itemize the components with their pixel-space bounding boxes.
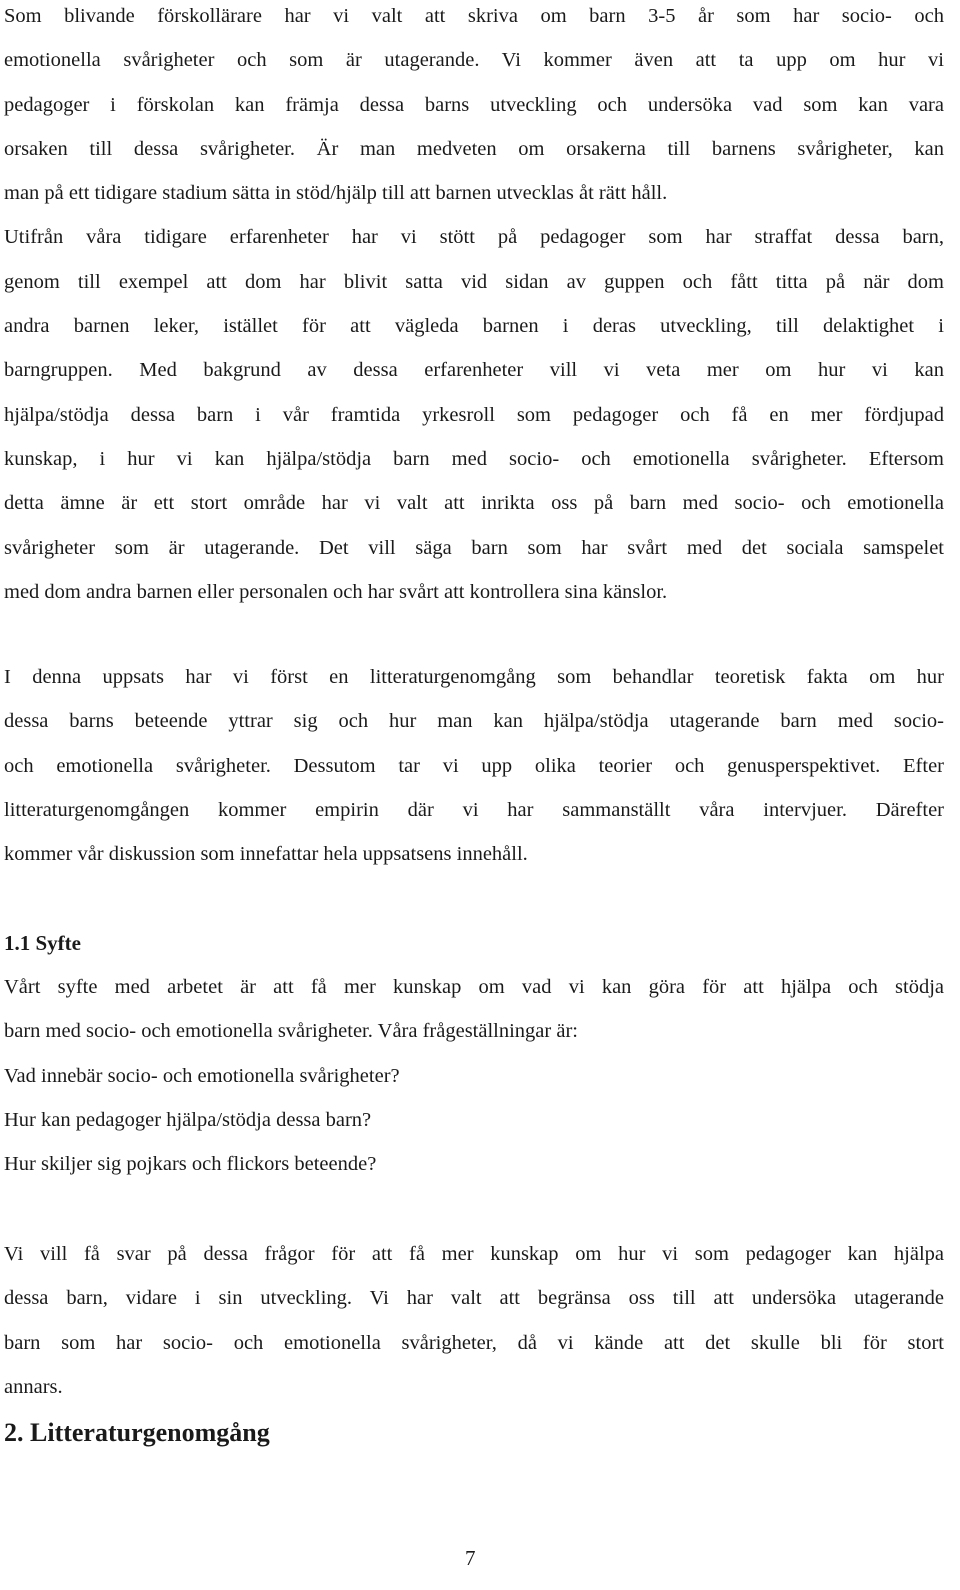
text-line: annars. (4, 1375, 63, 1398)
text-line: I denna uppsats har vi först en litteraturgenomgång som behandlar teoretisk fakta om hur (4, 666, 944, 688)
research-question: Hur kan pedagoger hjälpa/stödja dessa barn? (4, 1108, 372, 1131)
text-line: emotionella svårigheter och som är utagerande. Vi kommer även att ta upp om hur vi (4, 49, 944, 72)
document-page (4, 0, 944, 1590)
page-number: 7 (465, 1546, 476, 1570)
section-heading-syfte: 1.1 Syfte (4, 931, 81, 955)
text-line: Utifrån våra tidigare erfarenheter har vi stött på pedagoger som har straffat dessa barn, (4, 226, 944, 249)
text-line: barn med socio- och emotionella svårigheter. Våra frågeställningar är: (4, 1020, 578, 1043)
purpose-paragraph (4, 965, 944, 1186)
text-line: Vårt syfte med arbetet är att få mer kunskap om vad vi kan göra för att hjälpa och stödja (4, 976, 944, 998)
text-line: dessa barns beteende yttrar sig och hur man kan hjälpa/stödja utagerande barn med socio- (4, 710, 944, 733)
text-line: Som blivande förskollärare har vi valt att skriva om barn 3-5 år som har socio- och (4, 5, 944, 27)
text-line: orsaken till dessa svårigheter. Är man medveten om orsakerna till barnens svårigheter, kan (4, 137, 944, 160)
text-line: kommer vår diskussion som innefattar hela uppsatsens innehåll. (4, 843, 528, 866)
text-line: pedagoger i förskolan kan främja dessa barns utveckling och undersöka vad som kan vara (4, 93, 944, 116)
text-line: kunskap, i hur vi kan hjälpa/stödja barn med socio- och emotionella svårigheter. Eftersom (4, 447, 944, 470)
text-line: barn som har socio- och emotionella svårigheter, då vi kände att det skulle bli för stort (4, 1331, 944, 1354)
chapter-heading-litteraturgenomgang: 2. Litteraturgenomgång (4, 1418, 270, 1447)
text-line: andra barnen leker, istället för att vägleda barnen i deras utveckling, till delaktighet i (4, 315, 944, 338)
text-line: svårigheter som är utagerande. Det vill säga barn som har svårt med det sociala samspelet (4, 536, 944, 559)
text-line: dessa barn, vidare i sin utveckling. Vi har valt att begränsa oss till att undersöka utagerande (4, 1287, 944, 1310)
text-line: man på ett tidigare stadium sätta in stöd/hjälp till att barnen utvecklas åt rätt håll. (4, 182, 668, 205)
text-line: hjälpa/stödja dessa barn i vår framtida yrkesroll som pedagoger och få en mer fördjupad (4, 403, 944, 426)
scope-paragraph (4, 1232, 944, 1409)
text-line: och emotionella svårigheter. Dessutom tar vi upp olika teorier och genusperspektivet. Efter (4, 754, 944, 777)
text-line: detta ämne är ett stort område har vi valt att inrikta oss på barn med socio- och emotionella (4, 492, 944, 515)
text-line: med dom andra barnen eller personalen och har svårt att kontrollera sina känslor. (4, 580, 668, 603)
text-line: barngruppen. Med bakgrund av dessa erfarenheter vill vi veta mer om hur vi kan (4, 359, 944, 382)
text-line: genom till exempel att dom har blivit satta vid sidan av guppen och fått titta på när dom (4, 270, 944, 293)
text-line: Vi vill få svar på dessa frågor för att få mer kunskap om hur vi som pedagoger kan hjälpa (4, 1243, 944, 1265)
research-question: Vad innebär socio- och emotionella svårigheter? (4, 1064, 400, 1087)
intro-paragraph (4, 0, 944, 614)
outline-paragraph (4, 655, 944, 876)
research-question: Hur skiljer sig pojkars och flickors beteende? (4, 1153, 377, 1176)
text-line: litteraturgenomgången kommer empirin där vi har sammanställt våra intervjuer. Därefter (4, 798, 944, 821)
